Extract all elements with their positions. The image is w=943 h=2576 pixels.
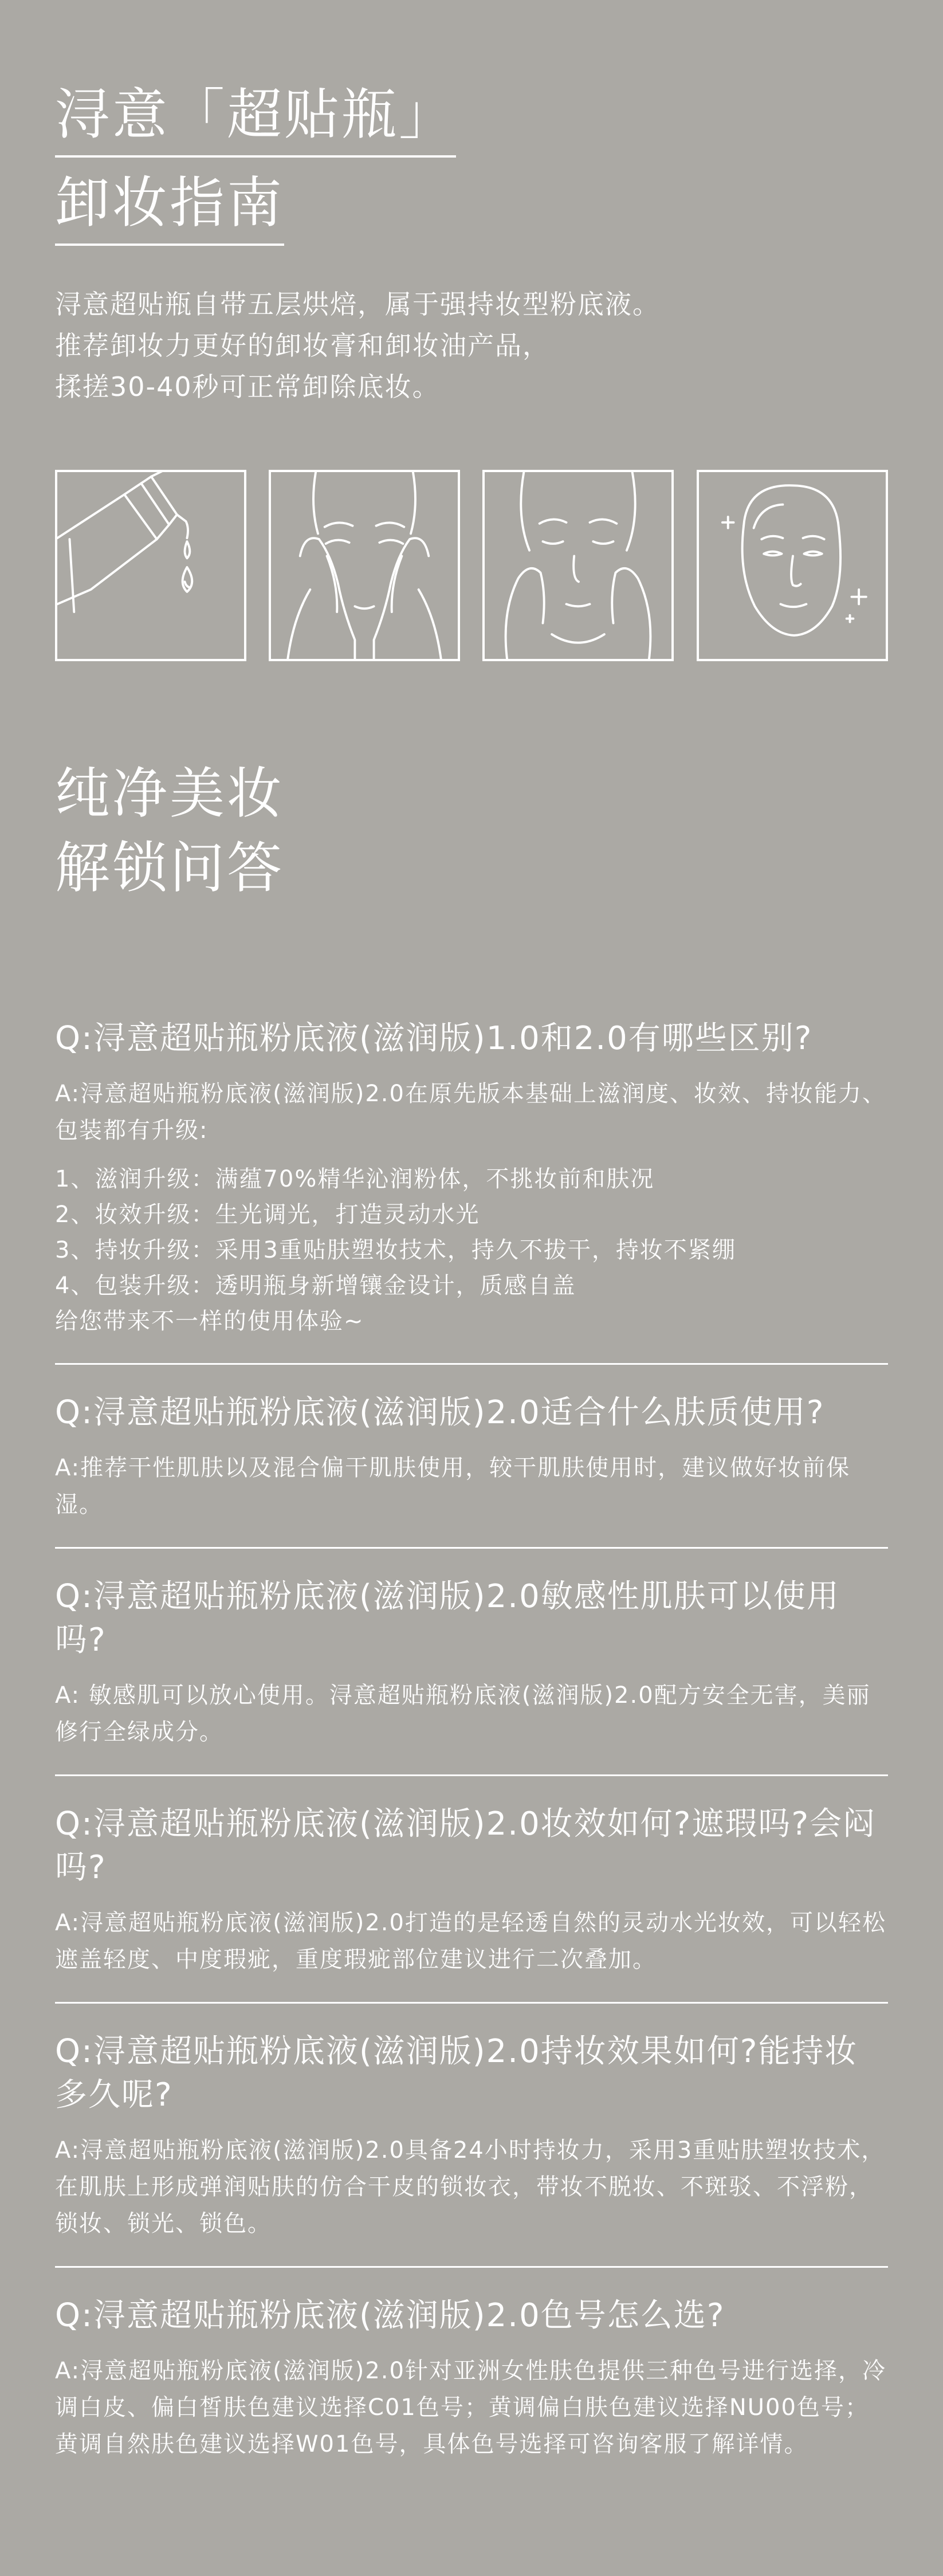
face-cleansing-icon [485, 472, 671, 659]
faq-item-4 [55, 1803, 888, 2002]
faq-question: Q:浔意超贴瓶粉底液(滋润版)2.0妆效如何?遮瑕吗?会闷吗? [55, 1805, 877, 1886]
faq-title-line-2: 解锁问答 [55, 836, 284, 900]
faq-item-5 [55, 2030, 888, 2266]
divider [55, 1547, 888, 1549]
faq-question: Q:浔意超贴瓶粉底液(滋润版)1.0和2.0有哪些区别? [55, 1020, 813, 1057]
faq-item-6 [55, 2294, 888, 2487]
list-item: 3、持妆升级：采用3重贴肤塑妆技术，持久不拔干，持妆不紧绷 [55, 1237, 736, 1263]
faq-title-line-1: 纯净美妆 [55, 761, 284, 826]
intro-line-3: 揉搓30-40秒可正常卸除底妆。 [55, 371, 440, 402]
divider [55, 1363, 888, 1365]
faq-item-3 [55, 1575, 888, 1774]
pump-bottle-icon [57, 472, 244, 659]
faq-list [55, 1017, 888, 2487]
panel-step-1 [55, 470, 246, 661]
list-item: 2、妆效升级：生光调光，打造灵动水光 [55, 1201, 480, 1228]
faq-question: Q:浔意超贴瓶粉底液(滋润版)2.0敏感性肌肤可以使用吗? [55, 1578, 840, 1659]
faq-answer: A:浔意超贴瓶粉底液(滋润版)2.0在原先版本基础上滋润度、妆效、持妆能力、包装都有升级: [55, 1081, 886, 1144]
faq-title [55, 756, 284, 905]
panel-step-2 [269, 470, 460, 661]
faq-answer: A:推荐干性肌肤以及混合偏干肌肤使用，较干肌肤使用时，建议做好妆前保湿。 [55, 1455, 851, 1518]
list-item: 4、包装升级：透明瓶身新增镶金设计，质感自盖 [55, 1273, 576, 1299]
divider [55, 1774, 888, 1776]
panel-step-4 [697, 470, 888, 661]
faq-question: Q:浔意超贴瓶粉底液(滋润版)2.0色号怎么选? [55, 2297, 725, 2334]
upgrade-list [55, 1161, 888, 1339]
faq-answer: A:浔意超贴瓶粉底液(滋润版)2.0针对亚洲女性肤色提供三种色号进行选择，冷调白皮、偏白皙肤色建议选择C01色号；黄调偏白肤色建议选择NU00色号；黄调自然肤色建议选择W01色号，具体色号选择可咨询客服了解详情。 [55, 2358, 886, 2457]
intro-line-1: 浔意超贴瓶自带五层烘焙，属于强持妆型粉底液。 [55, 289, 660, 320]
title-line-2: 卸妆指南 [55, 166, 284, 246]
list-item: 1、滋润升级：满蕴70%精华沁润粉体，不挑妆前和肤况 [55, 1166, 655, 1192]
clean-face-sparkle-icon [699, 472, 886, 659]
removal-guide-title [55, 77, 456, 254]
faq-answer: A:浔意超贴瓶粉底液(滋润版)2.0具备24小时持妆力，采用3重贴肤塑妆技术，在肌肤上形成弹润贴肤的仿合干皮的锁妆衣，带妆不脱妆、不斑驳、不浮粉，锁妆、锁光、锁色。 [55, 2137, 886, 2237]
steps-panels [55, 470, 888, 661]
faq-item-1 [55, 1017, 888, 1363]
faq-answer: A: 敏感肌可以放心使用。浔意超贴瓶粉底液(滋润版)2.0配方安全无害，美丽修行全绿成分。 [55, 1682, 871, 1745]
panel-step-3 [482, 470, 674, 661]
faq-answer: A:浔意超贴瓶粉底液(滋润版)2.0打造的是轻透自然的灵动水光妆效，可以轻松遮盖轻度、中度瑕疵，重度瑕疵部位建议进行二次叠加。 [55, 1910, 886, 1973]
faq-question: Q:浔意超贴瓶粉底液(滋润版)2.0适合什么肤质使用? [55, 1394, 825, 1431]
divider [55, 2266, 888, 2268]
intro-line-2: 推荐卸妆力更好的卸妆膏和卸妆油产品， [55, 330, 550, 361]
title-line-1: 浔意「超贴瓶」 [55, 77, 456, 158]
list-item: 给您带来不一样的使用体验~ [55, 1308, 364, 1334]
faq-item-2 [55, 1391, 888, 1547]
faq-question: Q:浔意超贴瓶粉底液(滋润版)2.0持妆效果如何?能持妆多久呢? [55, 2033, 858, 2114]
intro-text [55, 284, 660, 407]
divider [55, 2002, 888, 2004]
face-rubbing-icon [271, 472, 458, 659]
